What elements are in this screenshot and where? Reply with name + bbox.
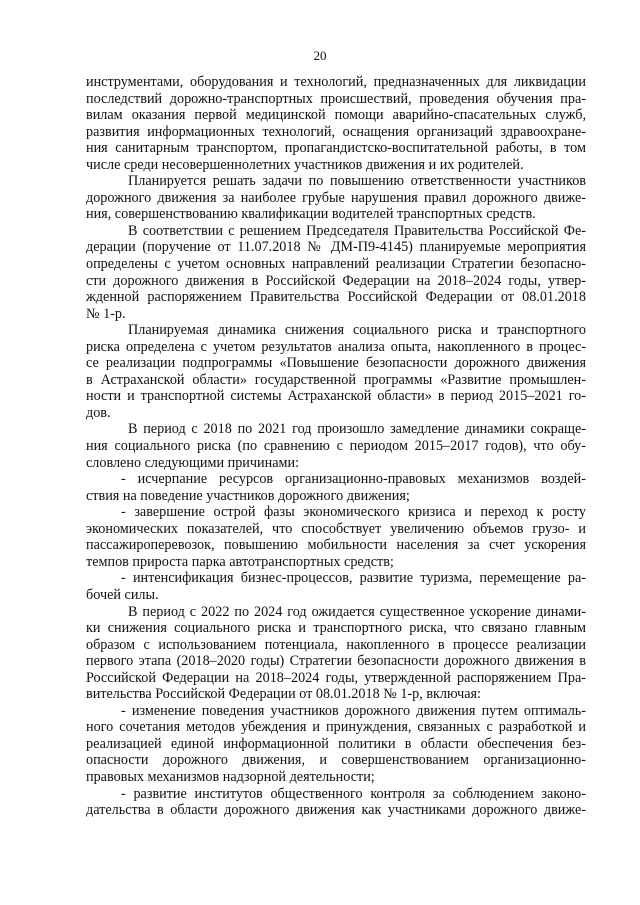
text-line: Планируется решать задачи по повышению ответственности участников — [128, 173, 586, 190]
text-line: ния социального риска (по сравнению с периодом 2015–2017 годов), что обу- — [86, 438, 586, 455]
text-line: се реализации подпрограммы «Повышение безопасности дорожного движения — [86, 355, 586, 372]
text-line: экономических показателей, что способствует увеличению объемов грузо- и — [86, 520, 586, 537]
text-line: в Астраханской области» государственной программы «Развитие промышлен- — [86, 371, 586, 388]
text-line: реализацией единой информационной политики в области обеспечения без- — [86, 735, 586, 752]
text-line: числе среди несовершеннолетних участников движения и их родителей. — [86, 156, 524, 173]
text-line: ности и транспортной системы Астраханской области» в период 2015–2021 го- — [86, 388, 586, 405]
text-line: - изменение поведения участников дорожного движения путем оптималь- — [121, 702, 586, 719]
text-line: - интенсификация бизнес-процессов, развитие туризма, перемещение ра- — [121, 570, 586, 587]
text-line: - завершение острой фазы экономического кризиса и переход к росту — [121, 504, 586, 521]
text-line: правовых механизмов надзорной деятельности; — [86, 768, 375, 785]
text-line: дательства в области дорожного движения как участниками дорожного движе- — [86, 802, 586, 819]
text-line: пассажироперевозок, повышению мобильности населения за счет ускорения — [86, 537, 586, 554]
text-line: последствий дорожно-транспортных происшествий, проведения обучения пра- — [86, 90, 586, 107]
text-line: Российской Федерации на 2018–2024 годы, утвержденной распоряжением Пра- — [86, 669, 586, 686]
text-line: ствия на поведение участников дорожного движения; — [86, 487, 410, 504]
text-line: вительства Российской Федерации от 08.01.2018 № 1-р, включая: — [86, 686, 481, 703]
text-line: темпов прироста парка автотранспортных средств; — [86, 553, 394, 570]
text-line: дорожного движения за наиболее грубые нарушения правил дорожного движе- — [86, 189, 586, 206]
text-line: бочей силы. — [86, 586, 159, 603]
text-line: - исчерпание ресурсов организационно-правовых механизмов воздей- — [121, 471, 586, 488]
text-line: В период с 2022 по 2024 год ожидается существенное ускорение динами- — [128, 603, 586, 620]
text-line: ния санитарным транспортом, пропагандистско-воспитательной работы, в том — [86, 140, 586, 157]
text-line: сти дорожного движения в Российской Федерации на 2018–2024 годы, утвер- — [86, 272, 586, 289]
text-line: ного сочетания методов убеждения и принуждения, связанных с разработкой и — [86, 719, 586, 736]
text-line: В период с 2018 по 2021 год произошло замедление динамики сокраще- — [128, 421, 586, 438]
text-line: опасности дорожного движения, и совершенствованием организационно- — [86, 752, 586, 769]
text-line: риска определена с учетом результатов анализа опыта, накопленного в процес- — [86, 338, 586, 355]
text-line: образом с использованием потенциала, накопленного в процессе реализации — [86, 636, 586, 653]
text-line: № 1-р. — [86, 305, 126, 322]
text-line: ния, совершенствованию квалификации водителей транспортных средств. — [86, 206, 536, 223]
text-line: определены с учетом основных направлений реализации Стратегии безопасно- — [86, 256, 586, 273]
page-number: 20 — [313, 48, 327, 63]
text-line: первого этапа (2018–2020 годы) Стратегии безопасности дорожного движения в — [86, 653, 586, 670]
text-line: - развитие институтов общественного контроля за соблюдением законо- — [121, 785, 586, 802]
text-line: вилам оказания первой медицинской помощи аварийно-спасательных служб, — [86, 107, 586, 124]
text-line: ки снижения социального риска и транспортного риска, что связано главным — [86, 620, 586, 637]
body-text — [86, 74, 586, 819]
text-line: В соответствии с решением Председателя Правительства Российской Фе- — [128, 222, 586, 239]
text-line: дерации (поручение от 11.07.2018 № ДМ-П9-4145) планируемые мероприятия — [86, 239, 586, 256]
text-line: словлено следующими причинами: — [86, 454, 300, 471]
text-line: дов. — [86, 404, 111, 421]
text-line: жденной распоряжением Правительства Российской Федерации от 08.01.2018 — [86, 289, 586, 306]
text-line: инструментами, оборудования и технологий, предназначенных для ликвидации — [86, 74, 586, 90]
text-line: развития информационных технологий, оснащения организаций здравоохране- — [86, 123, 586, 140]
text-line: Планируемая динамика снижения социального риска и транспортного — [128, 322, 586, 339]
